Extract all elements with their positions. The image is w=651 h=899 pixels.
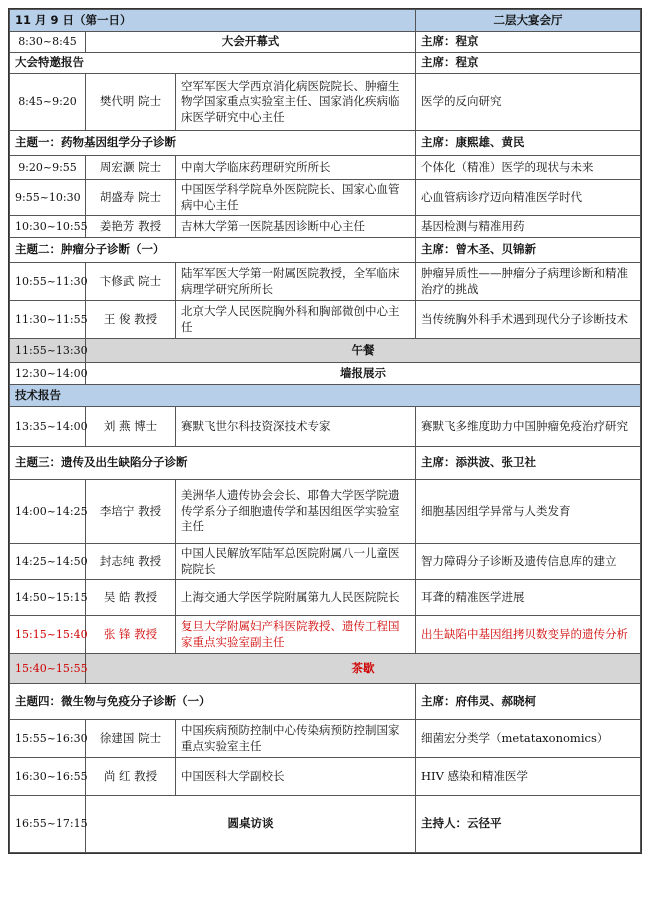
time-cell: 10:55~11:30 xyxy=(10,263,86,301)
chair-cell: 主席：康熙雄、黄民 xyxy=(416,131,641,156)
section-row-tech xyxy=(10,385,641,407)
affiliation-cell: 中国人民解放军陆军总医院附属八一儿童医院院长 xyxy=(176,544,416,580)
affiliation-cell: 中国医学科学院阜外医院院长、国家心血管病中心主任 xyxy=(176,180,416,216)
speaker-cell: 吴 皓 教授 xyxy=(86,580,176,616)
time-cell: 11:30~11:55 xyxy=(10,301,86,339)
talk-row xyxy=(10,407,641,447)
speaker-cell: 姜艳芳 教授 xyxy=(86,216,176,238)
talk-row xyxy=(10,156,641,180)
speaker-cell: 周宏灏 院士 xyxy=(86,156,176,180)
topic-cell: HIV 感染和精准医学 xyxy=(416,758,641,796)
section-title: 主题二：肿瘤分子诊断（一） xyxy=(10,238,416,263)
affiliation-cell: 吉林大学第一医院基因诊断中心主任 xyxy=(176,216,416,238)
section-row-theme3 xyxy=(10,447,641,480)
talk-row xyxy=(10,758,641,796)
affiliation-cell: 赛默飞世尔科技资深技术专家 xyxy=(176,407,416,447)
chair-cell: 主席：程京 xyxy=(416,53,641,74)
topic-cell: 智力障碍分子诊断及遗传信息库的建立 xyxy=(416,544,641,580)
chair-cell: 主席：曾木圣、贝锦新 xyxy=(416,238,641,263)
section-row-theme2 xyxy=(10,238,641,263)
session-title: 大会开幕式 xyxy=(86,32,416,53)
talk-row xyxy=(10,301,641,339)
section-title: 主题一：药物基因组学分子诊断 xyxy=(10,131,416,156)
time-cell: 15:55~16:30 xyxy=(10,720,86,758)
time-cell: 9:55~10:30 xyxy=(10,180,86,216)
talk-row xyxy=(10,216,641,238)
speaker-cell: 樊代明 院士 xyxy=(86,74,176,131)
topic-cell: 细菌宏分类学（metataxonomics） xyxy=(416,720,641,758)
speaker-cell: 封志纯 教授 xyxy=(86,544,176,580)
affiliation-cell: 上海交通大学医学院附属第九人民医院院长 xyxy=(176,580,416,616)
topic-cell: 医学的反向研究 xyxy=(416,74,641,131)
time-cell: 12:30~14:00 xyxy=(10,363,86,385)
topic-cell: 赛默飞多维度助力中国肿瘤免疫治疗研究 xyxy=(416,407,641,447)
roundtable-row xyxy=(10,796,641,853)
talk-row xyxy=(10,580,641,616)
talk-row xyxy=(10,720,641,758)
affiliation-cell: 中国医科大学副校长 xyxy=(176,758,416,796)
venue-label: 二层大宴会厅 xyxy=(416,10,641,32)
topic-cell: 基因检测与精准用药 xyxy=(416,216,641,238)
time-cell: 16:30~16:55 xyxy=(10,758,86,796)
time-cell: 11:55~13:30 xyxy=(10,339,86,363)
topic-cell: 肿瘤异质性——肿瘤分子病理诊断和精准治疗的挑战 xyxy=(416,263,641,301)
section-title: 主题三：遗传及出生缺陷分子诊断 xyxy=(10,447,416,480)
affiliation-cell: 北京大学人民医院胸外科和胸部微创中心主任 xyxy=(176,301,416,339)
time-cell: 10:30~10:55 xyxy=(10,216,86,238)
agenda-sheet xyxy=(8,8,642,854)
topic-cell: 细胞基因组学异常与人类发育 xyxy=(416,480,641,544)
time-cell: 15:15~15:40 xyxy=(10,616,86,654)
affiliation-cell: 中南大学临床药理研究所所长 xyxy=(176,156,416,180)
lunch-row xyxy=(10,339,641,363)
section-row-theme4 xyxy=(10,684,641,720)
time-cell: 16:55~17:15 xyxy=(10,796,86,853)
chair-cell: 主席：添洪波、张卫社 xyxy=(416,447,641,480)
talk-row xyxy=(10,544,641,580)
speaker-cell: 胡盛寿 院士 xyxy=(86,180,176,216)
break-label: 午餐 xyxy=(86,339,641,363)
tea-break-row xyxy=(10,654,641,684)
topic-cell: 个体化（精准）医学的现状与未来 xyxy=(416,156,641,180)
section-row-keynote xyxy=(10,53,641,74)
speaker-cell: 尚 红 教授 xyxy=(86,758,176,796)
time-cell: 13:35~14:00 xyxy=(10,407,86,447)
topic-cell: 耳聋的精准医学进展 xyxy=(416,580,641,616)
affiliation-cell: 复旦大学附属妇产科医院教授、遗传工程国家重点实验室副主任 xyxy=(176,616,416,654)
time-cell: 14:25~14:50 xyxy=(10,544,86,580)
agenda-table xyxy=(9,9,641,853)
topic-cell: 当传统胸外科手术遇到现代分子诊断技术 xyxy=(416,301,641,339)
affiliation-cell: 中国疾病预防控制中心传染病预防控制国家重点实验室主任 xyxy=(176,720,416,758)
speaker-cell: 张 锋 教授 xyxy=(86,616,176,654)
time-cell: 14:00~14:25 xyxy=(10,480,86,544)
topic-cell: 心血管病诊疗迈向精准医学时代 xyxy=(416,180,641,216)
session-title: 圆桌访谈 xyxy=(86,796,416,853)
topic-cell: 出生缺陷中基因组拷贝数变异的遗传分析 xyxy=(416,616,641,654)
day-header-row xyxy=(10,10,641,32)
speaker-cell: 王 俊 教授 xyxy=(86,301,176,339)
chair-cell: 主席：程京 xyxy=(416,32,641,53)
talk-row xyxy=(10,263,641,301)
talk-row xyxy=(10,74,641,131)
section-title: 技术报告 xyxy=(10,385,641,407)
break-label: 茶歇 xyxy=(86,654,641,684)
affiliation-cell: 陆军军医大学第一附属医院教授，全军临床病理学研究所所长 xyxy=(176,263,416,301)
time-cell: 15:40~15:55 xyxy=(10,654,86,684)
time-cell: 9:20~9:55 xyxy=(10,156,86,180)
speaker-cell: 卞修武 院士 xyxy=(86,263,176,301)
section-title: 主题四：微生物与免疫分子诊断（一） xyxy=(10,684,416,720)
host-cell: 主持人：云径平 xyxy=(416,796,641,853)
affiliation-cell: 美洲华人遗传协会会长、耶鲁大学医学院遗传学系分子细胞遗传学和基因组医学实验室主任 xyxy=(176,480,416,544)
talk-row xyxy=(10,480,641,544)
affiliation-cell: 空军军医大学西京消化病医院院长、肿瘤生物学国家重点实验室主任、国家消化疾病临床医学研究中心主任 xyxy=(176,74,416,131)
chair-cell: 主席：府伟灵、郝晓柯 xyxy=(416,684,641,720)
talk-row xyxy=(10,180,641,216)
speaker-cell: 徐建国 院士 xyxy=(86,720,176,758)
day-label: 11 月 9 日（第一日） xyxy=(10,10,416,32)
talk-row-highlighted xyxy=(10,616,641,654)
section-title: 大会特邀报告 xyxy=(10,53,416,74)
time-cell: 14:50~15:15 xyxy=(10,580,86,616)
speaker-cell: 李培宁 教授 xyxy=(86,480,176,544)
session-title: 墙报展示 xyxy=(86,363,641,385)
opening-row xyxy=(10,32,641,53)
section-row-theme1 xyxy=(10,131,641,156)
time-cell: 8:45~9:20 xyxy=(10,74,86,131)
poster-row xyxy=(10,363,641,385)
speaker-cell: 刘 燕 博士 xyxy=(86,407,176,447)
time-cell: 8:30~8:45 xyxy=(10,32,86,53)
